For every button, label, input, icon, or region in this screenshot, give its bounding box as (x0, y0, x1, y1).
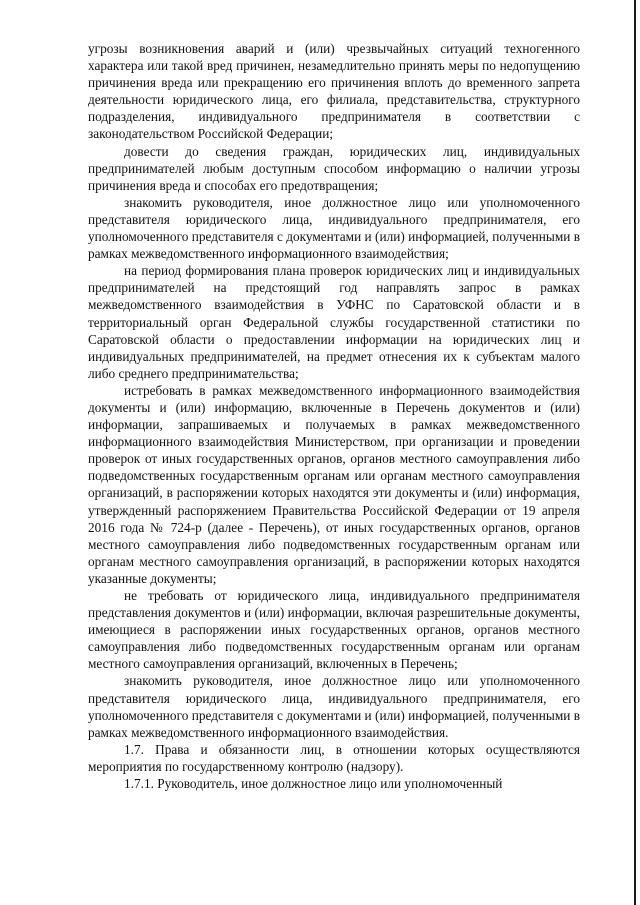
scan-page-edge (634, 0, 636, 905)
paragraph-inform-public: довести до сведения граждан, юридических лиц, индивидуальных предпринимателей любым доступным способом информацию о наличии угрозы причинения вреда и способах его предотвращения; (88, 143, 580, 193)
document-page (88, 40, 580, 792)
paragraph-acquaint-documents: знакомить руководителя, иное должностное лицо или уполномоченного представителя юридического лица, индивидуального предпринимателя, его уполномоченного представителя с документами и (или) информацией, полученными в рамках межведомственного информационного взаимодействия; (88, 194, 580, 262)
section-heading-1-7: 1.7. Права и обязанности лиц, в отношении которых осуществляются мероприятия по государственному контролю (надзору). (88, 741, 580, 774)
paragraph-not-require-documents: не требовать от юридического лица, индивидуального предпринимателя представления документов и (или) информации, включая разрешительные документы, имеющиеся в распоряжении иных государственных органов, органов местного самоуправления либо подведомственных государственным органам или органам местного самоуправления организаций, включенных в Перечень; (88, 588, 580, 672)
paragraph-request-documents: истребовать в рамках межведомственного информационного взаимодействия документы и (или) информацию, включенные в Перечень документов и (или) информации, запрашиваемых и получаемых в рамках межведомственного информационного взаимодействия Министерством, при организации и проведении проверок от иных государственных органов, органов местного самоуправления либо подведомственных государственным органам или органам местного самоуправления организаций, в распоряжении которых находятся эти документы и (или) информация, утвержденный распоряжением Правительства Российской Федерации от 19 апреля 2016 года № 724-р (далее - Перечень), от иных государственных органов, органов местного самоуправления либо подведомственных государственным органам или органам местного самоуправления организаций, в распоряжении которых находятся указанные документы; (88, 382, 580, 586)
paragraph-acquaint-documents-2: знакомить руководителя, иное должностное лицо или уполномоченного представителя юридического лица, индивидуального предпринимателя, его уполномоченного представителя с документами и (или) информацией, полученными в рамках межведомственного информационного взаимодействия. (88, 673, 580, 740)
section-1-7-1-start: 1.7.1. Руководитель, иное должностное лицо или уполномоченный (124, 776, 503, 792)
paragraph-threat-measures: угрозы возникновения аварий и (или) чрезвычайных ситуаций техногенного характера или такой вред причинен, незамедлительно принять меры по недопущению причинения вреда или прекращению его причинения вплоть до временного запрета деятельности юридического лица, его филиала, представительства, структурного подразделения, индивидуального предпринимателя в соответствии с законодательством Российской Федерации; (88, 41, 580, 142)
paragraph-inspection-plan-request: на период формирования плана проверок юридических лиц и индивидуальных предпринимателей на предстоящий год направлять запрос в рамках межведомственного взаимодействия в УФНС по Саратовской области и в территориальный орган Федеральной службы государственной статистики по Саратовской области о предоставлении информации на юридических лиц и индивидуальных предпринимателей, на предмет отнесения их к субъектам малого либо среднего предпринимательства; (88, 263, 580, 381)
